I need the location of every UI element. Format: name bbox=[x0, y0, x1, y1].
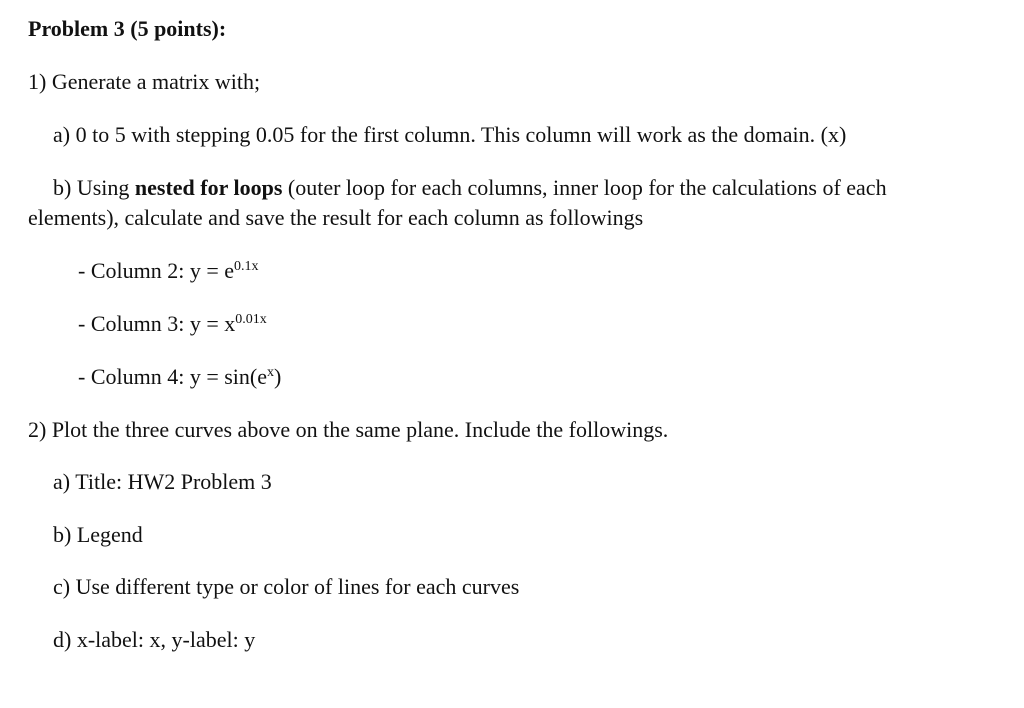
column-4-formula bbox=[78, 364, 281, 390]
column-3-formula bbox=[78, 311, 267, 337]
part1-item-b-line1 bbox=[53, 175, 887, 201]
column-3-base: - Column 3: y = x bbox=[78, 311, 236, 336]
part2-item-c: c) Use different type or color of lines for each curves bbox=[53, 574, 520, 599]
part1-item-b-suffix: (outer loop for each columns, inner loop for the calculations of each bbox=[282, 175, 887, 200]
part1-item-b-line2: elements), calculate and save the result for each column as followings bbox=[28, 205, 644, 230]
column-4-base: - Column 4: y = sin(e bbox=[78, 364, 268, 389]
part1-item-b-bold: nested for loops bbox=[134, 175, 283, 200]
part2-item-d: d) x-label: x, y-label: y bbox=[53, 627, 256, 652]
part2-item-b: b) Legend bbox=[53, 522, 143, 547]
part1-item-a: a) 0 to 5 with stepping 0.05 for the first column. This column will work as the domain. (x) bbox=[53, 122, 847, 147]
column-4-exponent: x bbox=[267, 365, 275, 380]
column-2-base: - Column 2: y = e bbox=[78, 258, 235, 283]
part2-heading: 2) Plot the three curves above on the same plane. Include the followings. bbox=[28, 417, 669, 442]
column-3-exponent: 0.01x bbox=[235, 312, 267, 327]
part1-heading: 1) Generate a matrix with; bbox=[28, 69, 261, 94]
column-4-end: ) bbox=[274, 364, 282, 389]
column-2-formula bbox=[78, 258, 259, 284]
column-2-exponent: 0.1x bbox=[234, 259, 259, 274]
part1-item-b-prefix: b) Using bbox=[53, 175, 135, 200]
part2-item-a: a) Title: HW2 Problem 3 bbox=[53, 469, 272, 494]
problem-title: Problem 3 (5 points): bbox=[28, 16, 227, 41]
